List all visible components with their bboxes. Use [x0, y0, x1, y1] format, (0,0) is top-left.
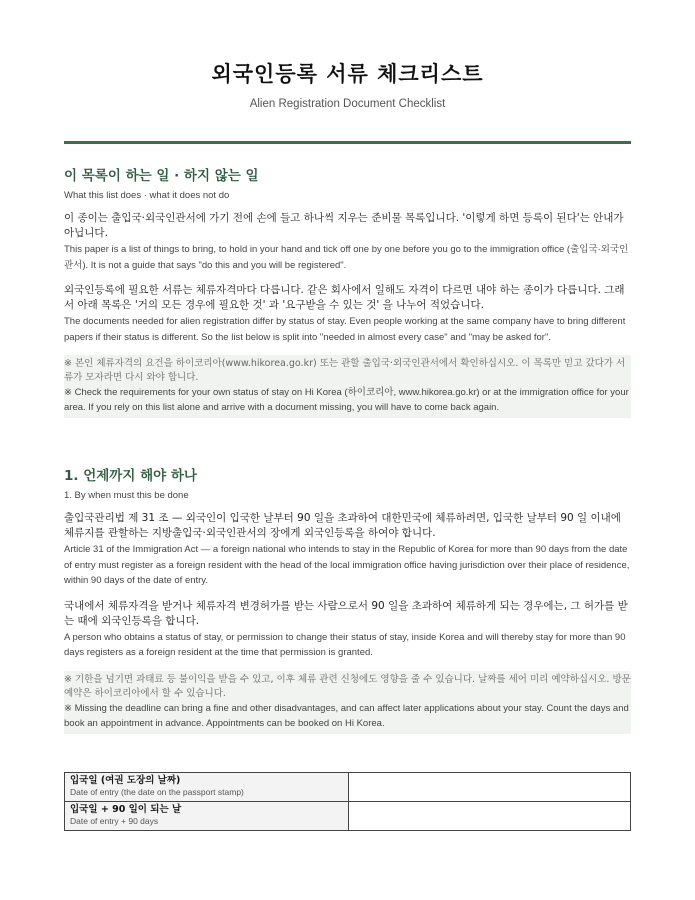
- document-subtitle: Alien Registration Document Checklist: [249, 98, 446, 110]
- intro-note-en: ※ Check the requirements for your own status of stay on Hi Korea (하이코리아, www.hikorea.go.kr) or at the immigration office for your area. If you rely on this list alone and arrive with a document missing, you will have to come back again.: [64, 387, 629, 413]
- deadline-date-label-en: Date of entry + 90 days: [70, 816, 159, 826]
- deadline-date-input-cell[interactable]: [349, 801, 631, 830]
- deadline-date-label-cell: [65, 801, 349, 830]
- intro-note-ko: ※ 본인 체류자격의 요건을 하이코리아(www.hikorea.go.kr) 또는 관할 출입국·외국인관서에서 확인하십시오. 이 목록만 믿고 갔다가 서류가 모자라면 다시 와야 합니다.: [64, 358, 626, 383]
- document-header: [64, 0, 631, 110]
- document-title: 외국인등록 서류 체크리스트: [211, 62, 484, 86]
- date-of-entry-label-ko: 입국일 (여권 도장의 날짜): [70, 775, 181, 786]
- intro-paragraph-1-en: This paper is a list of things to bring, to hold in your hand and tick off one by one before you go to the immigration office (출입국·외국인관서). It is not a guide that says "do this and you will be registered".: [64, 244, 629, 271]
- deadline-paragraph-2-ko: 국내에서 체류자격을 받거나 체류자격 변경허가를 받는 사람으로서 90 일을 초과하여 체류하게 되는 경우에는, 그 허가를 받는 때에 외국인등록을 합니다.: [64, 599, 628, 627]
- dates-table: [64, 772, 631, 831]
- deadline-paragraph-1-ko: 출입국관리법 제 31 조 — 외국인이 입국한 날부터 90 일을 초과하여 대한민국에 체류하려면, 입국한 날부터 90 일 이내에 체류지를 관할하는 지방출입국·외국인관서의 장에게 외국인등록을 하여야 합니다.: [64, 512, 621, 539]
- header-divider: [64, 141, 631, 144]
- deadline-date-label-ko: 입국일 + 90 일이 되는 날: [70, 804, 182, 815]
- intro-paragraph-2-en: The documents needed for alien registration differ by status of stay. Even people working at the same company have to bring different papers if their status is different. So the list below is split into "needed in almost every case" and "may be asked for".: [64, 316, 626, 343]
- deadline-note-ko: ※ 기한을 넘기면 과태료 등 불이익을 받을 수 있고, 이후 체류 관련 신청에도 영향을 줄 수 있습니다. 날짜를 세어 미리 예약하십시오. 방문 예약은 하이코리아에서 할 수 있습니다.: [64, 673, 631, 699]
- deadline-paragraph-1-en: Article 31 of the Immigration Act — a foreign national who intends to stay in the Republic of Korea for more than 90 days from the date of entry must register as a foreign resident with the head of the local immigration office having jurisdiction over their place of residence, within 90 days of the date of entry.: [64, 544, 630, 586]
- date-of-entry-label-cell: [65, 772, 349, 801]
- table-row: [65, 772, 631, 801]
- section-deadline-heading: 1. 언제까지 해야 하나: [64, 468, 197, 484]
- section-deadline-heading-en: 1. By when must this be done: [64, 490, 189, 501]
- date-of-entry-label-en: Date of entry (the date on the passport stamp): [70, 787, 244, 797]
- deadline-note-box: [64, 671, 631, 734]
- date-of-entry-input-cell[interactable]: [349, 772, 631, 801]
- section-intro-heading-en: What this list does · what it does not do: [64, 190, 230, 201]
- section-intro: [64, 164, 631, 418]
- intro-paragraph-1-ko: 이 종이는 출입국·외국인관서에 가기 전에 손에 들고 하나씩 지우는 준비물 목록입니다. '이렇게 하면 등록이 된다'는 안내가 아닙니다.: [64, 212, 624, 239]
- deadline-paragraph-2-en: A person who obtains a status of stay, or permission to change their status of stay, inside Korea and will thereby stay for more than 90 days registers as a foreign resident at the time that permission is granted.: [64, 631, 626, 658]
- table-row: [65, 801, 631, 830]
- intro-paragraph-2-ko: 외국인등록에 필요한 서류는 체류자격마다 다릅니다. 같은 회사에서 일해도 자격이 다르면 내야 하는 종이가 다릅니다. 그래서 아래 목록은 '거의 모든 경우에 필요한 것' 과 '요구받을 수 있는 것' 을 나누어 적었습니다.: [64, 284, 625, 311]
- deadline-note-en: ※ Missing the deadline can bring a fine and other disadvantages, and can affect later applications about your stay. Count the days and book an appointment in advance. Appointments can be booked on Hi Korea.: [64, 702, 629, 729]
- section-deadline: [64, 464, 631, 734]
- intro-note-box: [64, 355, 631, 418]
- section-intro-heading: 이 목록이 하는 일 · 하지 않는 일: [64, 168, 259, 184]
